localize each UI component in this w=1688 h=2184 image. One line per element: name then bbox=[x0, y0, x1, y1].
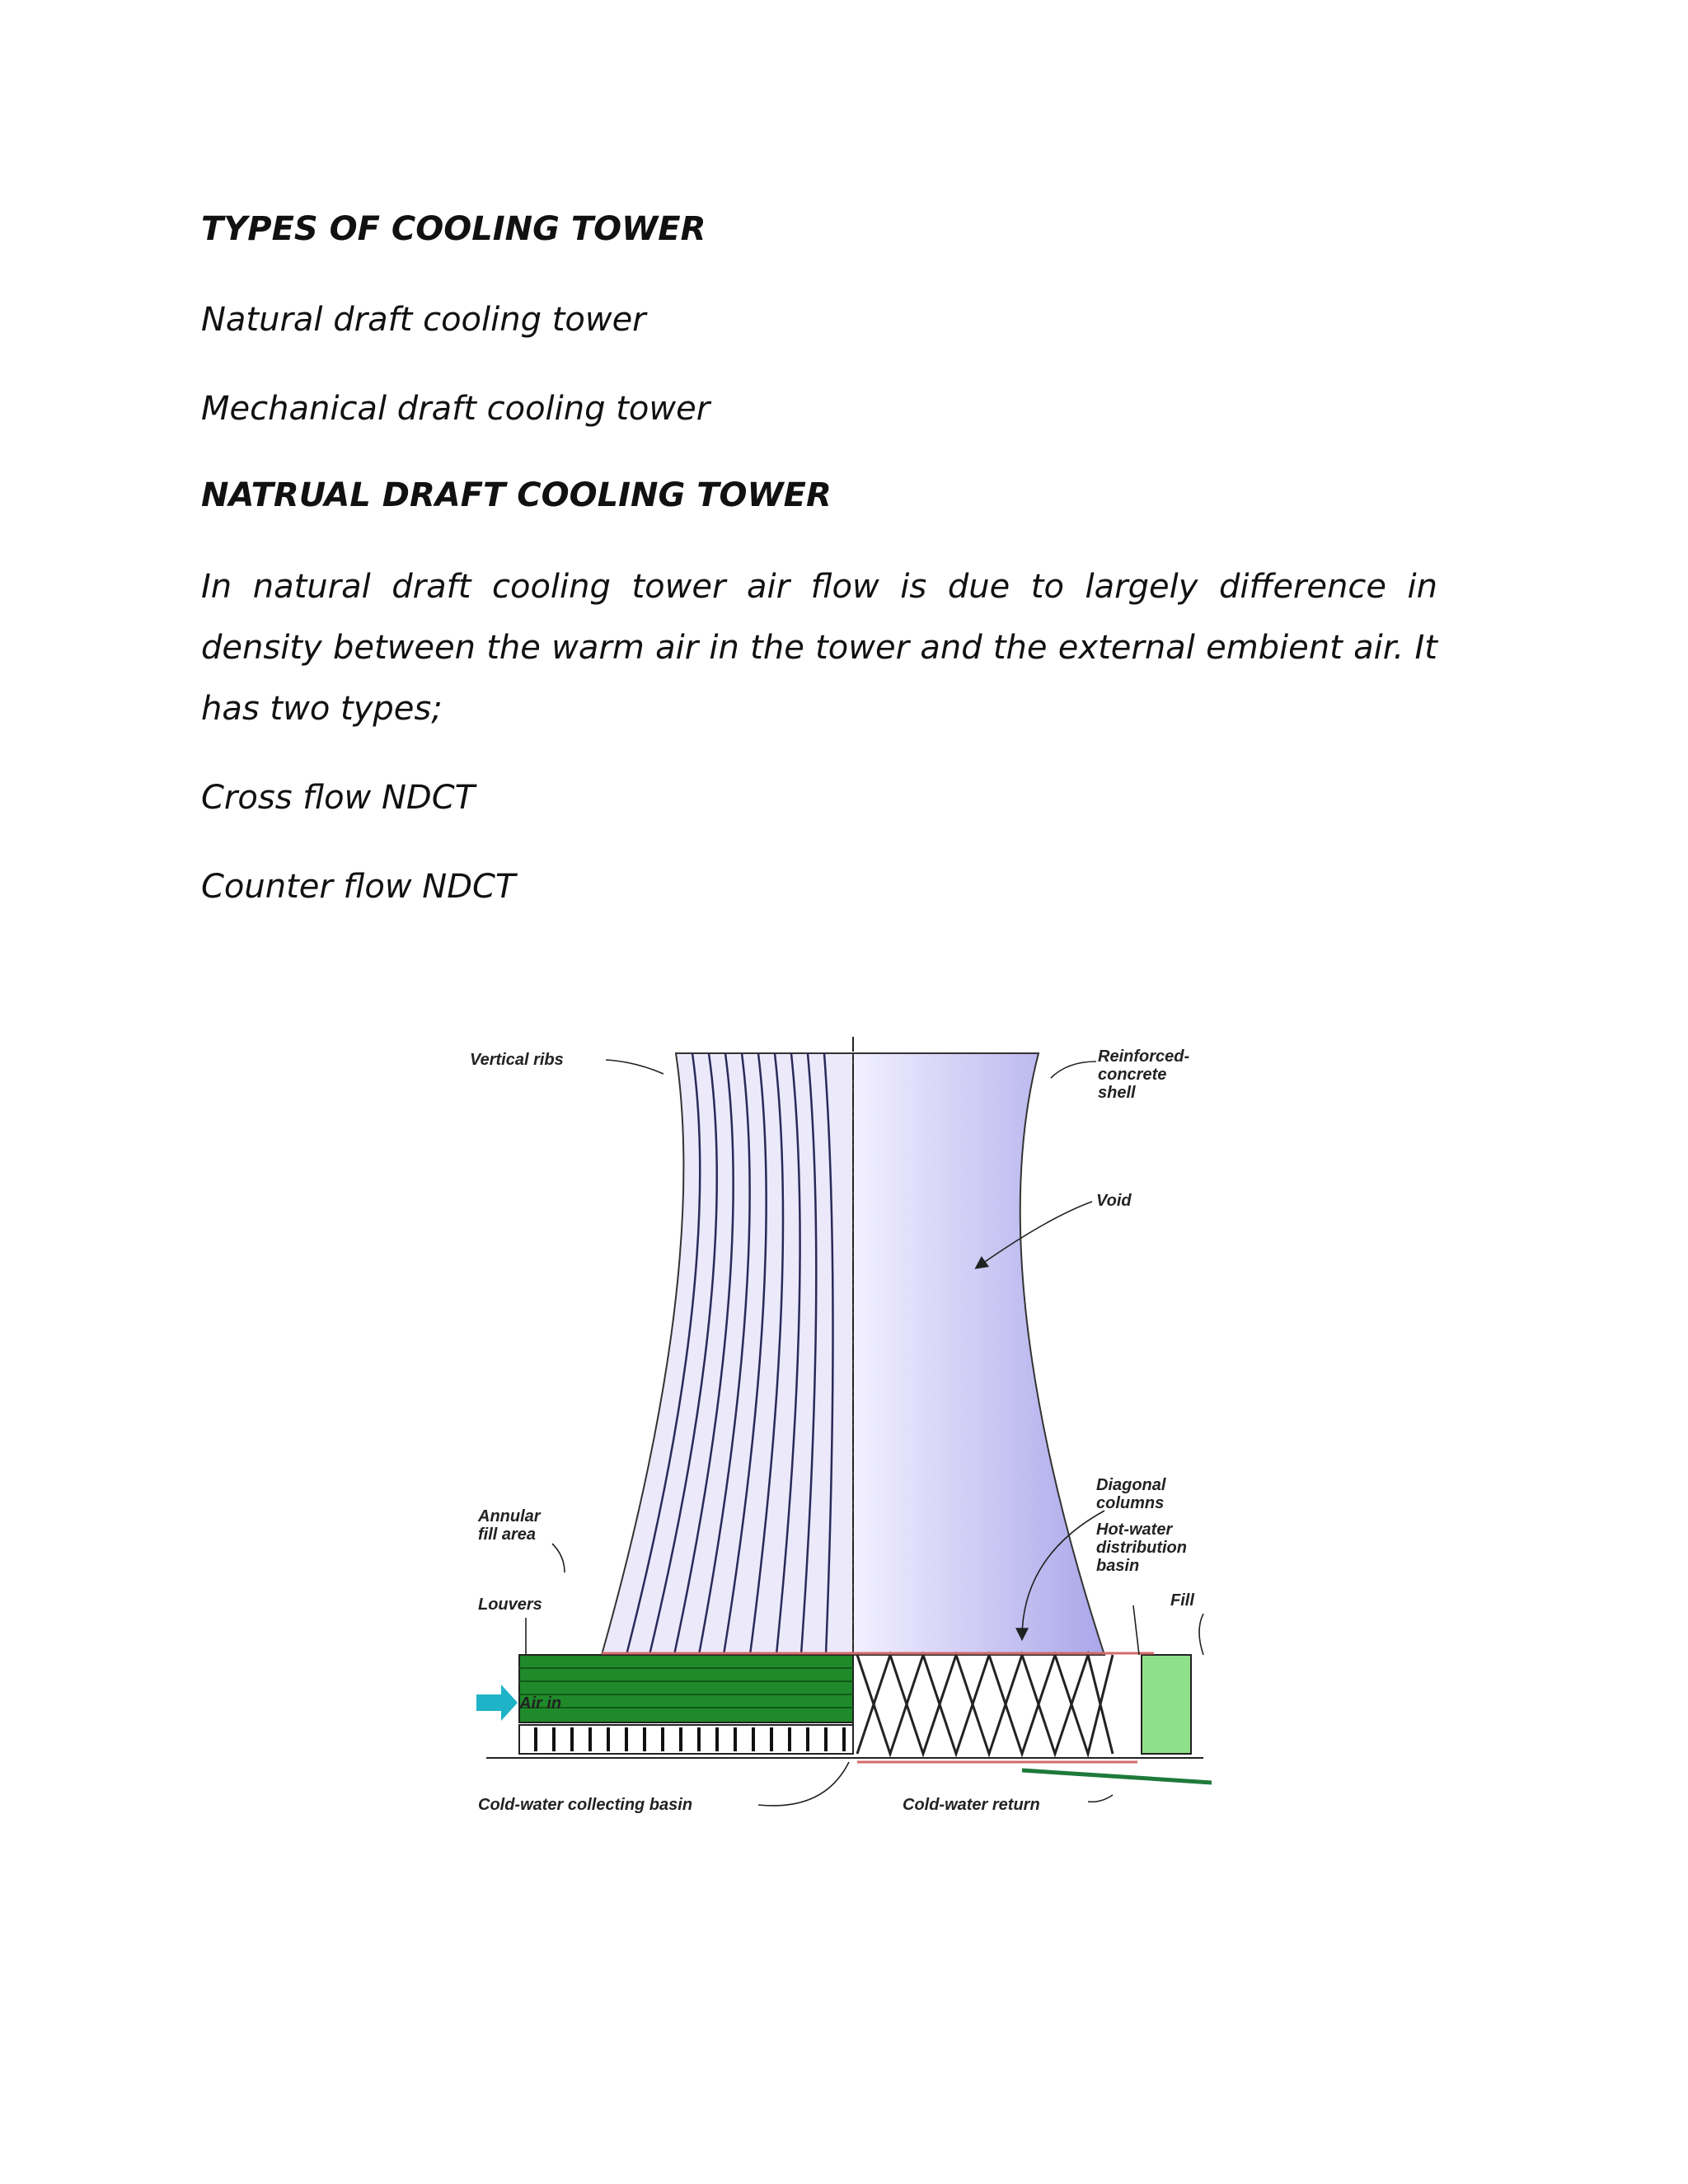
list-item-counter-flow: Counter flow NDCT bbox=[201, 868, 516, 906]
heading-ndct: NATRUAL DRAFT COOLING TOWER bbox=[201, 476, 832, 514]
label-shell-line1: Reinforced- bbox=[1098, 1047, 1190, 1066]
label-hot-water-line3: basin bbox=[1096, 1557, 1140, 1575]
air-in-arrow bbox=[476, 1685, 518, 1721]
label-diagonal-line1: Diagonal bbox=[1096, 1476, 1166, 1494]
list-item-natural-draft: Natural draft cooling tower bbox=[201, 301, 646, 339]
label-diagonal-line2: columns bbox=[1096, 1494, 1165, 1512]
label-fill: Fill bbox=[1170, 1591, 1194, 1610]
label-cold-water-basin: Cold-water collecting basin bbox=[478, 1796, 693, 1814]
diagonal-columns bbox=[857, 1655, 1113, 1754]
label-shell-line2: concrete bbox=[1098, 1066, 1167, 1084]
list-item-cross-flow: Cross flow NDCT bbox=[201, 779, 476, 817]
label-hot-water-line2: distribution bbox=[1096, 1539, 1187, 1557]
label-air-in: Air in bbox=[519, 1694, 562, 1713]
cooling-tower-svg bbox=[462, 1029, 1228, 1820]
annular-fill-area bbox=[519, 1655, 853, 1722]
label-vertical-ribs: Vertical ribs bbox=[470, 1051, 564, 1069]
label-shell-line3: shell bbox=[1098, 1084, 1136, 1102]
shell-right-half bbox=[853, 1053, 1104, 1655]
louvers-block bbox=[519, 1725, 853, 1754]
label-cold-water-return: Cold-water return bbox=[903, 1796, 1040, 1814]
label-annular-line1: Annular bbox=[478, 1507, 541, 1526]
label-annular-line2: fill area bbox=[478, 1526, 537, 1544]
cooling-tower-diagram bbox=[462, 1029, 1228, 1820]
heading-types: TYPES OF COOLING TOWER bbox=[201, 210, 706, 248]
list-item-mechanical-draft: Mechanical draft cooling tower bbox=[201, 390, 710, 428]
paragraph-ndct: In natural draft cooling tower air flow is due to largely difference in density between the warm air in the tower and the external embient air. It has two types; bbox=[201, 568, 1437, 728]
label-hot-water-line1: Hot-water bbox=[1096, 1521, 1173, 1539]
label-void: Void bbox=[1096, 1192, 1132, 1210]
fill-light-green bbox=[1142, 1655, 1191, 1754]
return-pipe bbox=[1022, 1770, 1212, 1783]
label-louvers: Louvers bbox=[478, 1596, 542, 1614]
